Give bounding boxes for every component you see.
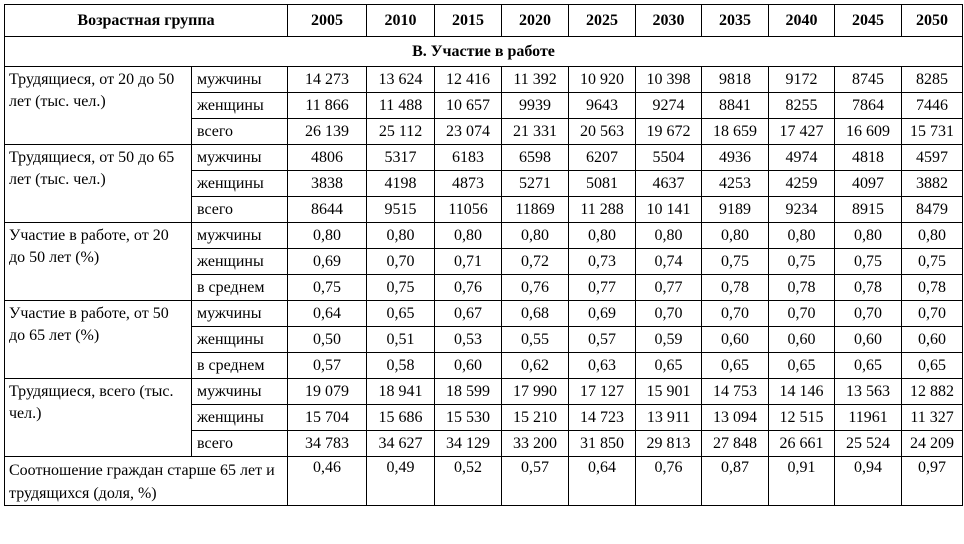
value-cell: 19 672: [636, 119, 702, 145]
group-column-header: Возрастная группа: [5, 5, 288, 37]
ratio-value-cell: 0,91: [769, 457, 835, 506]
value-cell: 10 398: [636, 67, 702, 93]
value-cell: 8255: [769, 93, 835, 119]
ratio-value-cell: 0,46: [288, 457, 367, 506]
value-cell: 27 848: [702, 431, 769, 457]
value-cell: 19 079: [288, 379, 367, 405]
value-cell: 0,65: [769, 353, 835, 379]
value-cell: 4097: [835, 171, 902, 197]
value-cell: 9939: [502, 93, 569, 119]
year-header: 2025: [569, 5, 636, 37]
year-header: 2015: [435, 5, 502, 37]
value-cell: 6598: [502, 145, 569, 171]
value-cell: 0,77: [569, 275, 636, 301]
value-cell: 9818: [702, 67, 769, 93]
table-row: [5, 67, 963, 93]
group-label: Участие в работе, от 20 до 50 лет (%): [5, 223, 192, 301]
value-cell: 0,60: [435, 353, 502, 379]
ratio-value-cell: 0,52: [435, 457, 502, 506]
value-cell: 0,60: [902, 327, 963, 353]
value-cell: 0,70: [835, 301, 902, 327]
subgroup-label: в среднем: [192, 353, 288, 379]
value-cell: 0,80: [636, 223, 702, 249]
value-cell: 0,70: [367, 249, 435, 275]
value-cell: 7864: [835, 93, 902, 119]
year-header: 2005: [288, 5, 367, 37]
value-cell: 34 627: [367, 431, 435, 457]
value-cell: 4198: [367, 171, 435, 197]
value-cell: 0,80: [502, 223, 569, 249]
value-cell: 18 599: [435, 379, 502, 405]
year-header: 2020: [502, 5, 569, 37]
value-cell: 11 866: [288, 93, 367, 119]
value-cell: 4818: [835, 145, 902, 171]
value-cell: 11056: [435, 197, 502, 223]
value-cell: 8915: [835, 197, 902, 223]
value-cell: 23 074: [435, 119, 502, 145]
year-header: 2045: [835, 5, 902, 37]
value-cell: 24 209: [902, 431, 963, 457]
header-row: [5, 5, 963, 37]
value-cell: 11869: [502, 197, 569, 223]
value-cell: 18 659: [702, 119, 769, 145]
value-cell: 31 850: [569, 431, 636, 457]
value-cell: 29 813: [636, 431, 702, 457]
value-cell: 26 661: [769, 431, 835, 457]
value-cell: 9643: [569, 93, 636, 119]
value-cell: 18 941: [367, 379, 435, 405]
ratio-value-cell: 0,94: [835, 457, 902, 506]
value-cell: 0,51: [367, 327, 435, 353]
value-cell: 0,70: [636, 301, 702, 327]
value-cell: 0,65: [367, 301, 435, 327]
value-cell: 9189: [702, 197, 769, 223]
value-cell: 5271: [502, 171, 569, 197]
value-cell: 0,74: [636, 249, 702, 275]
value-cell: 0,80: [367, 223, 435, 249]
value-cell: 0,69: [288, 249, 367, 275]
ratio-value-cell: 0,76: [636, 457, 702, 506]
value-cell: 0,60: [702, 327, 769, 353]
value-cell: 0,80: [769, 223, 835, 249]
value-cell: 11 392: [502, 67, 569, 93]
value-cell: 12 515: [769, 405, 835, 431]
value-cell: 0,63: [569, 353, 636, 379]
ratio-value-cell: 0,87: [702, 457, 769, 506]
value-cell: 8841: [702, 93, 769, 119]
value-cell: 16 609: [835, 119, 902, 145]
value-cell: 0,70: [702, 301, 769, 327]
value-cell: 6207: [569, 145, 636, 171]
table-row: [5, 379, 963, 405]
value-cell: 0,78: [902, 275, 963, 301]
group-label: Трудящиеся, от 50 до 65 лет (тыс. чел.): [5, 145, 192, 223]
value-cell: 15 731: [902, 119, 963, 145]
subgroup-label: мужчины: [192, 379, 288, 405]
value-cell: 13 911: [636, 405, 702, 431]
value-cell: 26 139: [288, 119, 367, 145]
value-cell: 0,64: [288, 301, 367, 327]
value-cell: 10 920: [569, 67, 636, 93]
value-cell: 0,71: [435, 249, 502, 275]
value-cell: 0,76: [435, 275, 502, 301]
value-cell: 0,67: [435, 301, 502, 327]
value-cell: 21 331: [502, 119, 569, 145]
value-cell: 25 112: [367, 119, 435, 145]
value-cell: 0,58: [367, 353, 435, 379]
value-cell: 17 127: [569, 379, 636, 405]
subgroup-label: всего: [192, 119, 288, 145]
value-cell: 9515: [367, 197, 435, 223]
subgroup-label: женщины: [192, 327, 288, 353]
value-cell: 17 427: [769, 119, 835, 145]
value-cell: 0,69: [569, 301, 636, 327]
value-cell: 0,75: [835, 249, 902, 275]
year-header: 2040: [769, 5, 835, 37]
value-cell: 0,57: [569, 327, 636, 353]
value-cell: 0,80: [288, 223, 367, 249]
year-header: 2035: [702, 5, 769, 37]
value-cell: 0,57: [288, 353, 367, 379]
value-cell: 0,75: [702, 249, 769, 275]
value-cell: 13 563: [835, 379, 902, 405]
subgroup-label: всего: [192, 431, 288, 457]
value-cell: 0,80: [435, 223, 502, 249]
subgroup-label: женщины: [192, 93, 288, 119]
ratio-value-cell: 0,57: [502, 457, 569, 506]
value-cell: 0,70: [902, 301, 963, 327]
value-cell: 0,78: [835, 275, 902, 301]
value-cell: 8644: [288, 197, 367, 223]
value-cell: 0,80: [702, 223, 769, 249]
value-cell: 5081: [569, 171, 636, 197]
value-cell: 17 990: [502, 379, 569, 405]
value-cell: 14 753: [702, 379, 769, 405]
subgroup-label: всего: [192, 197, 288, 223]
value-cell: 3882: [902, 171, 963, 197]
group-label: Трудящиеся, всего (тыс. чел.): [5, 379, 192, 457]
table-row: [5, 301, 963, 327]
table-row: [5, 223, 963, 249]
employment-projection-table: [4, 4, 963, 506]
value-cell: 0,80: [569, 223, 636, 249]
value-cell: 11 488: [367, 93, 435, 119]
section-title: В. Участие в работе: [5, 37, 963, 67]
value-cell: 8479: [902, 197, 963, 223]
value-cell: 4936: [702, 145, 769, 171]
value-cell: 14 723: [569, 405, 636, 431]
value-cell: 0,75: [902, 249, 963, 275]
value-cell: 0,80: [902, 223, 963, 249]
subgroup-label: мужчины: [192, 301, 288, 327]
ratio-value-cell: 0,49: [367, 457, 435, 506]
value-cell: 11 288: [569, 197, 636, 223]
year-header: 2010: [367, 5, 435, 37]
value-cell: 0,65: [902, 353, 963, 379]
value-cell: 15 210: [502, 405, 569, 431]
subgroup-label: мужчины: [192, 223, 288, 249]
value-cell: 0,62: [502, 353, 569, 379]
value-cell: 9274: [636, 93, 702, 119]
value-cell: 0,75: [769, 249, 835, 275]
value-cell: 0,68: [502, 301, 569, 327]
year-header: 2050: [902, 5, 963, 37]
subgroup-label: женщины: [192, 405, 288, 431]
subgroup-label: женщины: [192, 249, 288, 275]
value-cell: 0,65: [702, 353, 769, 379]
subgroup-label: женщины: [192, 171, 288, 197]
subgroup-label: мужчины: [192, 145, 288, 171]
value-cell: 7446: [902, 93, 963, 119]
value-cell: 5317: [367, 145, 435, 171]
value-cell: 10 141: [636, 197, 702, 223]
value-cell: 11 327: [902, 405, 963, 431]
value-cell: 12 882: [902, 379, 963, 405]
value-cell: 0,75: [367, 275, 435, 301]
value-cell: 0,60: [769, 327, 835, 353]
value-cell: 20 563: [569, 119, 636, 145]
value-cell: 8745: [835, 67, 902, 93]
value-cell: 33 200: [502, 431, 569, 457]
ratio-value-cell: 0,64: [569, 457, 636, 506]
value-cell: 4597: [902, 145, 963, 171]
value-cell: 12 416: [435, 67, 502, 93]
value-cell: 13 624: [367, 67, 435, 93]
group-label: Трудящиеся, от 20 до 50 лет (тыс. чел.): [5, 67, 192, 145]
value-cell: 14 273: [288, 67, 367, 93]
value-cell: 0,78: [769, 275, 835, 301]
value-cell: 0,60: [835, 327, 902, 353]
value-cell: 15 530: [435, 405, 502, 431]
value-cell: 0,50: [288, 327, 367, 353]
value-cell: 4873: [435, 171, 502, 197]
section-row: [5, 37, 963, 67]
subgroup-label: в среднем: [192, 275, 288, 301]
subgroup-label: мужчины: [192, 67, 288, 93]
value-cell: 4974: [769, 145, 835, 171]
value-cell: 0,78: [702, 275, 769, 301]
value-cell: 10 657: [435, 93, 502, 119]
table-row: [5, 145, 963, 171]
value-cell: 0,65: [636, 353, 702, 379]
group-label: Участие в работе, от 50 до 65 лет (%): [5, 301, 192, 379]
value-cell: 15 686: [367, 405, 435, 431]
value-cell: 0,65: [835, 353, 902, 379]
value-cell: 0,72: [502, 249, 569, 275]
value-cell: 4259: [769, 171, 835, 197]
value-cell: 15 901: [636, 379, 702, 405]
value-cell: 14 146: [769, 379, 835, 405]
value-cell: 0,77: [636, 275, 702, 301]
value-cell: 34 129: [435, 431, 502, 457]
value-cell: 6183: [435, 145, 502, 171]
value-cell: 4253: [702, 171, 769, 197]
value-cell: 9172: [769, 67, 835, 93]
value-cell: 0,80: [835, 223, 902, 249]
value-cell: 15 704: [288, 405, 367, 431]
value-cell: 0,59: [636, 327, 702, 353]
value-cell: 5504: [636, 145, 702, 171]
value-cell: 4637: [636, 171, 702, 197]
year-header: 2030: [636, 5, 702, 37]
value-cell: 11961: [835, 405, 902, 431]
value-cell: 3838: [288, 171, 367, 197]
ratio-label: Соотношение граждан старше 65 лет и трудящихся (доля, %): [5, 457, 288, 506]
value-cell: 4806: [288, 145, 367, 171]
value-cell: 0,75: [288, 275, 367, 301]
value-cell: 0,55: [502, 327, 569, 353]
value-cell: 0,70: [769, 301, 835, 327]
value-cell: 25 524: [835, 431, 902, 457]
value-cell: 9234: [769, 197, 835, 223]
value-cell: 0,73: [569, 249, 636, 275]
value-cell: 0,76: [502, 275, 569, 301]
value-cell: 13 094: [702, 405, 769, 431]
ratio-value-cell: 0,97: [902, 457, 963, 506]
value-cell: 8285: [902, 67, 963, 93]
value-cell: 0,53: [435, 327, 502, 353]
value-cell: 34 783: [288, 431, 367, 457]
